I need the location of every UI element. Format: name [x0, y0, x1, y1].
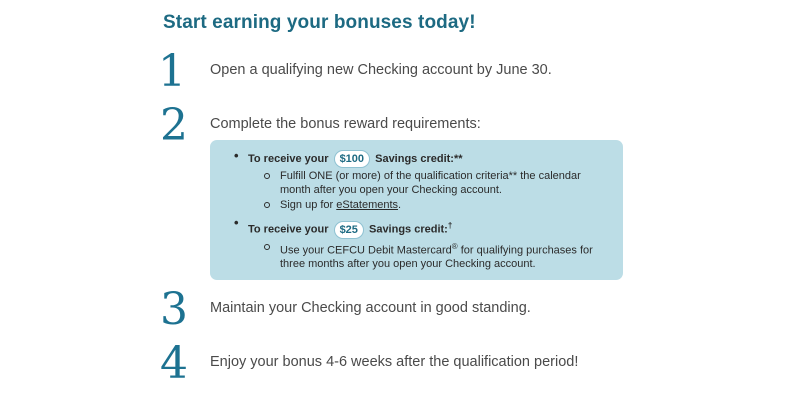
requirements-list: [230, 149, 611, 271]
requirement-25-mark: †: [447, 221, 453, 230]
amount-badge-25: $25: [334, 221, 364, 239]
estatements-suffix: .: [398, 199, 402, 211]
requirement-100-suffix: Savings credit:: [375, 153, 454, 165]
step-text-2: Complete the bonus reward requirements:: [210, 116, 481, 132]
debit-suffix: for qualifying purchases for three months after you open your Checking account.: [280, 244, 593, 271]
requirement-25-suffix: Savings credit:: [368, 223, 448, 236]
step-text-3: Maintain your Checking account in good standing.: [210, 300, 531, 316]
requirement-100: [230, 149, 611, 212]
step-text-4: Enjoy your bonus 4-6 weeks after the qualification period!: [210, 354, 579, 370]
debit-card-item: [248, 240, 611, 272]
step-number-4: 4: [160, 338, 188, 389]
step-number-2: 2: [160, 100, 188, 151]
page-heading: Start earning your bonuses today!: [163, 12, 476, 33]
estatements-item: [248, 198, 611, 212]
registered-mark: ®: [451, 241, 458, 251]
step-text-1: Open a qualifying new Checking account by June 30.: [210, 62, 552, 78]
requirement-100-prefix: To receive your: [248, 153, 329, 165]
requirement-25-items: [248, 240, 611, 272]
estatements-prefix: Sign up for: [280, 199, 337, 211]
step-number-3: 3: [160, 284, 188, 335]
requirements-box: [210, 140, 623, 280]
criteria-item: Fulfill ONE (or more) of the qualification criteria** the calendar month after you open your Checking account.: [248, 169, 611, 197]
estatements-link[interactable]: eStatements: [336, 199, 399, 211]
requirement-100-items: [248, 169, 611, 212]
requirement-100-title: [248, 149, 611, 169]
requirement-25: [230, 216, 611, 271]
debit-prefix: Use your CEFCU Debit Mastercard: [280, 244, 452, 257]
requirement-25-title: [248, 216, 611, 240]
requirement-100-mark: **: [453, 153, 463, 165]
requirement-25-prefix: To receive your: [248, 223, 329, 236]
step-number-1: 1: [158, 46, 186, 97]
amount-badge-100: $100: [334, 150, 370, 168]
